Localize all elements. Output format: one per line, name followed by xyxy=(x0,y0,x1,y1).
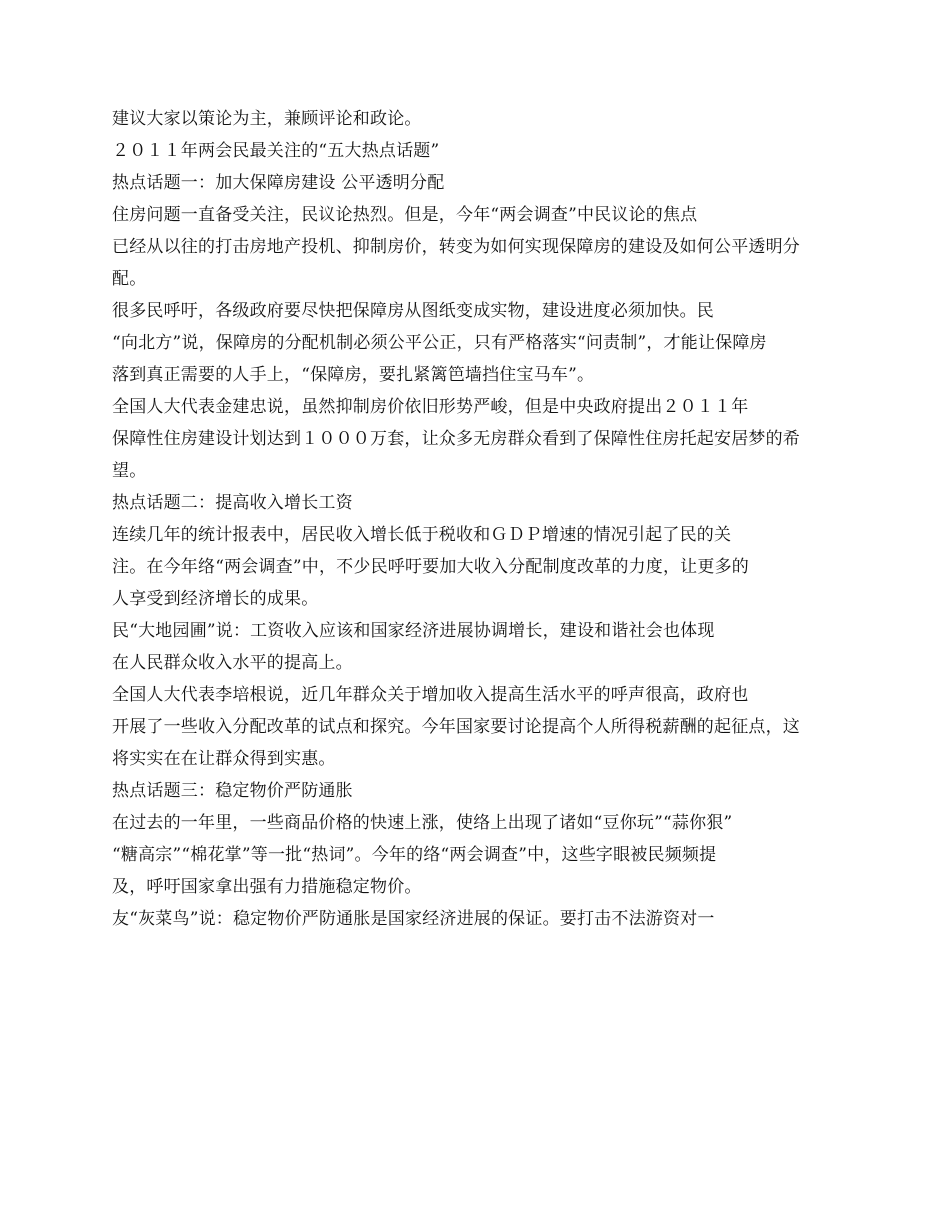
text-line: 在过去的一年里，一些商品价格的快速上涨，使络上出现了诸如“豆你玩”“蒜你狠” xyxy=(112,813,733,833)
text-line: “向北方”说，保障房的分配机制必须公平公正，只有严格落实“问责制”，才能让保障房 xyxy=(112,333,767,353)
text-line: 连续几年的统计报表中，居民收入增长低于税收和ＧＤＰ增速的情况引起了民的关 xyxy=(112,525,732,545)
section-title: ２０１１年两会民最关注的“五大热点话题” xyxy=(112,141,440,161)
text-line: 落到真正需要的人手上，“保障房，要扎紧篱笆墙挡住宝马车”。 xyxy=(112,365,595,385)
text-line: 全国人大代表李培根说，近几年群众关于增加收入提高生活水平的呼声很高，政府也 xyxy=(112,685,749,705)
text-line: 开展了一些收入分配改革的试点和探究。今年国家要讨论提高个人所得税薪酬的起征点，这 xyxy=(112,717,800,737)
text-line: 注。在今年络“两会调查”中，不少民呼吁要加大收入分配制度改革的力度，让更多的 xyxy=(112,557,749,577)
text-line: 已经从以往的打击房地产投机、抑制房价，转变为如何实现保障房的建设及如何公平透明分 xyxy=(112,237,800,257)
text-line: 住房问题一直备受关注，民议论热烈。但是，今年“两会调查”中民议论的焦点 xyxy=(112,205,698,225)
topic-heading-1: 热点话题一：加大保障房建设 公平透明分配 xyxy=(112,173,445,193)
topic-heading-3: 热点话题三：稳定物价严防通胀 xyxy=(112,781,353,801)
topic-heading-2: 热点话题二：提高收入增长工资 xyxy=(112,493,353,513)
paragraph-intro: 建议大家以策论为主，兼顾评论和政论。 xyxy=(112,109,422,129)
text-line: 望。 xyxy=(112,461,147,481)
text-line: 在人民群众收入水平的提高上。 xyxy=(112,653,353,673)
text-line: 民“大地园圃”说：工资收入应该和国家经济进展协调增长，建设和谐社会也体现 xyxy=(112,621,715,641)
text-line: 很多民呼吁，各级政府要尽快把保障房从图纸变成实物，建设进度必须加快。民 xyxy=(112,301,714,321)
text-line: “糖高宗”“棉花掌”等一批“热词”。今年的络“两会调查”中，这些字眼被民频频提 xyxy=(112,845,717,865)
text-line: 配。 xyxy=(112,269,147,289)
text-line: 将实实在在让群众得到实惠。 xyxy=(112,749,336,769)
text-line: 及，呼吁国家拿出强有力措施稳定物价。 xyxy=(112,877,422,897)
text-line: 人享受到经济增长的成果。 xyxy=(112,589,319,609)
text-line: 保障性住房建设计划达到１０００万套，让众多无房群众看到了保障性住房托起安居梦的希 xyxy=(112,429,800,449)
text-line: 友“灰菜鸟”说：稳定物价严防通胀是国家经济进展的保证。要打击不法游资对一 xyxy=(112,909,715,929)
document-body xyxy=(112,109,842,941)
text-line: 全国人大代表金建忠说，虽然抑制房价依旧形势严峻，但是中央政府提出２０１１年 xyxy=(112,397,749,417)
